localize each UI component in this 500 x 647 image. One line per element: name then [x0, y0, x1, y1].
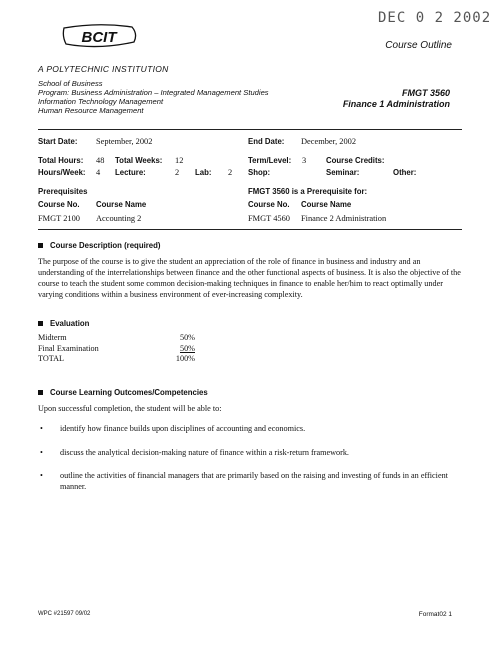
- lab-value: 2: [228, 168, 233, 177]
- evaluation-heading: [38, 319, 89, 328]
- bullet-icon: •: [40, 424, 43, 433]
- prerequisite-for-title: FMGT 3560 is a Prerequisite for:: [248, 187, 368, 196]
- evaluation-item: TOTAL: [38, 354, 65, 363]
- total-weeks-value: 12: [175, 156, 184, 165]
- document-type: Course Outline: [385, 40, 452, 51]
- shop-label: Shop:: [248, 168, 271, 177]
- list-item: [38, 448, 464, 459]
- end-date-value: December, 2002: [301, 137, 357, 146]
- hours-week-value: 4: [96, 168, 101, 177]
- school-name: School of Business: [38, 79, 103, 88]
- footer-page: Format02 1: [418, 611, 452, 618]
- list-item-text: identify how finance builds upon disciplines of accounting and economics.: [60, 424, 306, 433]
- prereq-row-name: Accounting 2: [96, 214, 142, 223]
- description-text: The purpose of the course is to give the student an appreciation of the role of finance in business and industry and an understanding of the interrelationships between finance and the other functional aspects of business. It is also the objective of the course to teach the student some common decision-making techniques in finance to enable her/him to react optimally under varying conditions within a business environment of ever-increasing complexity.: [38, 257, 461, 299]
- course-code: FMGT 3560: [401, 88, 450, 98]
- total-hours-value: 48: [96, 156, 105, 165]
- logo-text: BCIT: [81, 29, 117, 46]
- outcomes-heading-text: Course Learning Outcomes/Competencies: [50, 388, 208, 397]
- list-item: [38, 424, 464, 435]
- prereq-for-row-name: Finance 2 Administration: [301, 214, 387, 223]
- other-label: Other:: [393, 168, 417, 177]
- school-info: [38, 79, 269, 115]
- bcit-logo: [58, 22, 140, 50]
- outcomes-intro: Upon successful completion, the student will be able to:: [38, 404, 222, 413]
- prereq-row-no: FMGT 2100: [38, 214, 80, 223]
- lab-label: Lab:: [195, 168, 212, 177]
- footer-reference: WPC #21597 09/02: [38, 611, 91, 617]
- lecture-value: 2: [175, 168, 180, 177]
- tagline: A POLYTECHNIC INSTITUTION: [38, 64, 169, 74]
- date-stamp: DEC 0 2 2002: [378, 10, 492, 26]
- total-hours-label: Total Hours:: [38, 156, 84, 165]
- prereq-col-name: Course Name: [96, 200, 147, 209]
- bullet-icon: •: [40, 471, 43, 480]
- prereq-col-no: Course No.: [38, 200, 80, 209]
- evaluation-pct: 50%: [179, 333, 195, 342]
- list-item-text: discuss the analytical decision-making nature of finance within a risk-return framework.: [60, 447, 349, 457]
- evaluation-heading-text: Evaluation: [50, 319, 90, 328]
- outcomes-list: [38, 424, 464, 505]
- specialty-2: Human Resource Management: [38, 106, 144, 115]
- section-bullet-icon: [38, 321, 43, 326]
- outcomes-heading: [38, 388, 208, 397]
- course-title: Finance 1 Administration: [342, 99, 450, 109]
- description-heading-text: Course Description (required): [50, 241, 161, 250]
- specialty-1: Information Technology Management: [38, 97, 164, 106]
- list-item: [38, 471, 464, 492]
- list-item-text: outline the activities of financial managers that are primarily based on the raising and investing of funds in an efficient manner.: [60, 471, 448, 491]
- start-date-value: September, 2002: [96, 137, 153, 146]
- evaluation-item: Midterm: [38, 333, 67, 342]
- seminar-label: Seminar:: [326, 168, 360, 177]
- evaluation-row: [38, 333, 195, 344]
- prerequisites-title: Prerequisites: [38, 187, 88, 196]
- lecture-label: Lecture:: [115, 168, 146, 177]
- start-date-label: Start Date:: [38, 137, 78, 146]
- evaluation-row: [38, 344, 195, 355]
- divider-top: [38, 129, 462, 130]
- prereq-for-row-no: FMGT 4560: [248, 214, 290, 223]
- section-bullet-icon: [38, 243, 43, 248]
- evaluation-pct: 100%: [175, 354, 195, 363]
- description-heading: [38, 241, 160, 250]
- bullet-icon: •: [40, 447, 43, 457]
- evaluation-item: Final Examination: [38, 343, 99, 353]
- hours-week-label: Hours/Week:: [38, 168, 86, 177]
- divider-bottom: [38, 229, 462, 230]
- total-weeks-label: Total Weeks:: [115, 156, 163, 165]
- evaluation-table: [38, 333, 195, 365]
- program-name: Program: Business Administration – Integrated Management Studies: [38, 88, 269, 97]
- term-level-value: 3: [302, 156, 307, 165]
- prereq-for-col-no: Course No.: [248, 200, 290, 209]
- course-identity: [343, 88, 450, 110]
- prereq-for-col-name: Course Name: [301, 200, 352, 209]
- end-date-label: End Date:: [248, 137, 285, 146]
- course-credits-label: Course Credits:: [326, 156, 385, 165]
- evaluation-pct: 50%: [179, 343, 195, 353]
- section-bullet-icon: [38, 390, 43, 395]
- term-level-label: Term/Level:: [248, 156, 292, 165]
- evaluation-row: [38, 354, 195, 365]
